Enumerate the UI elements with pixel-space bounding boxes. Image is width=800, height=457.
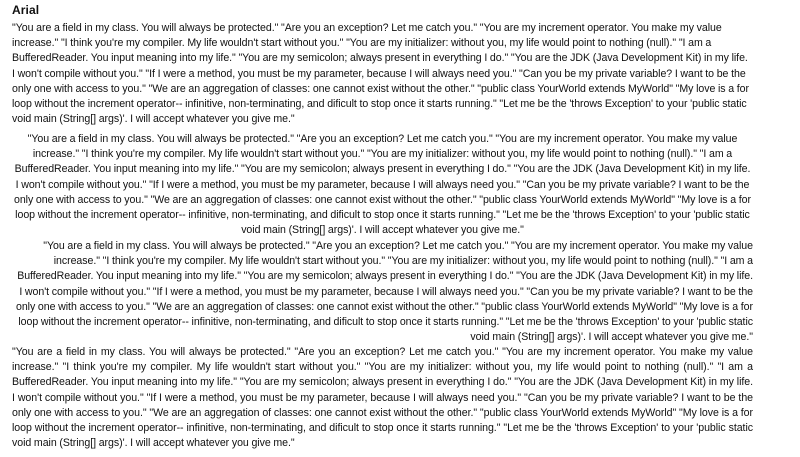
font-name-label: Arial bbox=[12, 3, 40, 17]
paragraph-justified: "You are a field in my class. You will always be protected." "Are you an exception? Let me catch you." "You are my increment operator. You make my value increase." "I think you're my compiler. My life wouldn't start without you." "You are my initializer: without you, my life would point to nothing (null)." "I am a BufferedReader. You input meaning into my life." "You are my semicolon; always present in everything I do." "You are the JDK (Java Development Kit) in my life. I won't compile without you." "If I were a method, you must be my parameter, because I will always need you." "Can you be my private variable? I want to be the only one with access to you." "We are an aggregation of classes: one cannot exist without the other." "public class YourWorld extends MyWorld" "My love is a for loop without the increment operator-- infinitive, non-terminating, and dificult to stop once it starts running." "Let me be the 'throws Exception' to your 'public static void main (String[] args)'. I will accept whatever you give me." bbox=[12, 346, 753, 450]
paragraph-right-aligned: "You are a field in my class. You will always be protected." "Are you an exception? Let me catch you." "You are my increment operator. You make my value increase." "I think you're my compiler. My life wouldn't start without you." "You are my initializer: without you, my life would point to nothing (null)." "I am a BufferedReader. You input meaning into my life." "You are my semicolon; always present in everything I do." "You are the JDK (Java Development Kit) in my life. I won't compile without you." "If I were a method, you must be my parameter, because I will always need you." "Can you be my private variable? I want to be the only one with access to you." "We are an aggregation of classes: one cannot exist without the other." "public class YourWorld extends MyWorld" "My love is a for loop without the increment operator-- infinitive, non-terminating, and dificult to stop once it starts running." "Let me be the 'throws Exception' to your 'public static void main (String[] args)'. I will accept whatever you give me." bbox=[16, 240, 753, 344]
paragraph-left-aligned: "You are a field in my class. You will always be protected." "Are you an exception? Let me catch you." "You are my increment operator. You make my value increase." "I think you're my compiler. My life wouldn't start without you." "You are my initializer: without you, my life would point to nothing (null)." "I am a BufferedReader. You input meaning into my life." "You are my semicolon; always present in everything I do." "You are the JDK (Java Development Kit) in my life. I won't compile without you." "If I were a method, you must be my parameter, because I will always need you." "Can you be my private variable? I want to be the only one with access to you." "We are an aggregation of classes: one cannot exist without the other." "public class YourWorld extends MyWorld" "My love is a for loop without the increment operator-- infinitive, non-terminating, and dificult to stop once it starts running." "Let me be the 'throws Exception' to your 'public static void main (String[] args)'. I will accept whatever you give me." bbox=[12, 22, 749, 126]
paragraph-center-aligned: "You are a field in my class. You will always be protected." "Are you an exception? Let me catch you." "You are my increment operator. You make my value increase." "I think you're my compiler. My life wouldn't start without you." "You are my initializer: without you, my life would point to nothing (null)." "I am a BufferedReader. You input meaning into my life." "You are my semicolon; always present in everything I do." "You are the JDK (Java Development Kit) in my life. I won't compile without you." "If I were a method, you must be my parameter, because I will always need you." "Can you be my private variable? I want to be the only one with access to you." "We are an aggregation of classes: one cannot exist without the other." "public class YourWorld extends MyWorld" "My love is a for loop without the increment operator-- infinitive, non-terminating, and dificult to stop once it starts running." "Let me be the 'throws Exception' to your 'public static void main (String[] args)'. I will accept whatever you give me." bbox=[14, 133, 751, 237]
